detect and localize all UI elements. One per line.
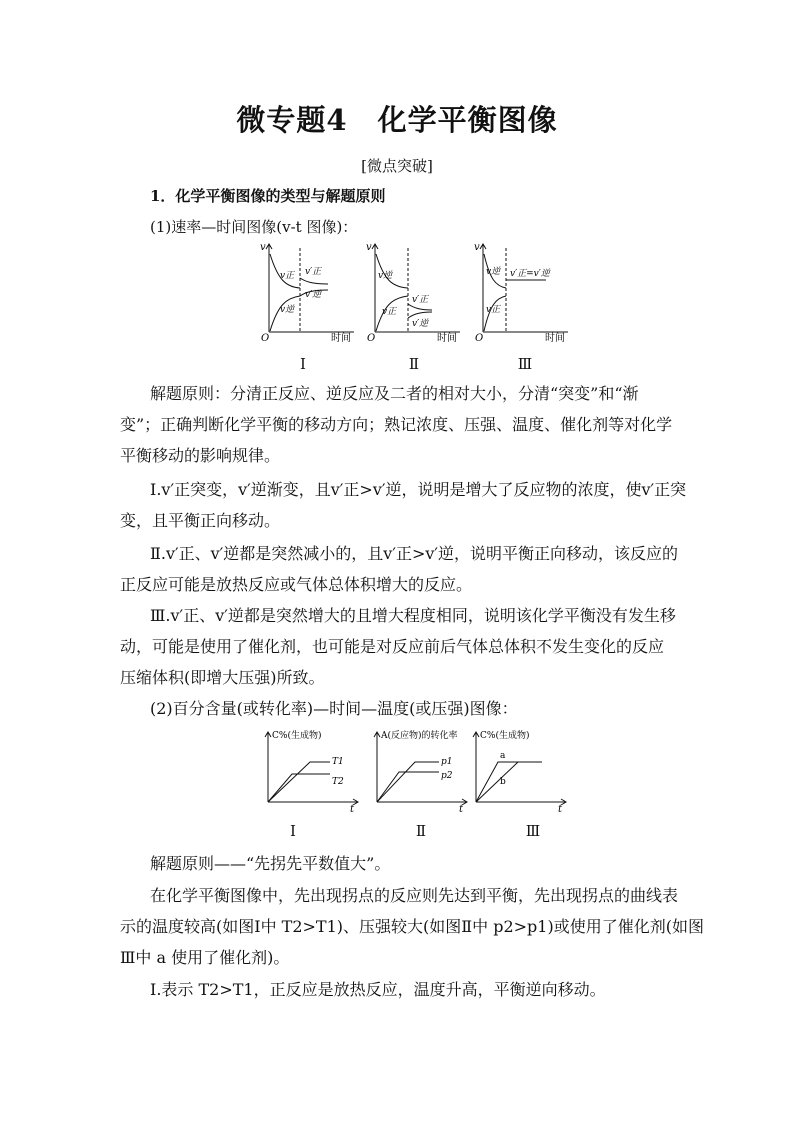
vt1-new-lower-label: v′逆 — [305, 290, 322, 300]
pct-chart-2 — [371, 728, 471, 812]
pct3-a-label: a — [500, 751, 506, 761]
para1-line1: 解题原则：分清正反应、逆反应及二者的相对大小，分清“突变”和“渐 — [150, 384, 639, 403]
pct3-y-axis: C%(生成物) — [480, 731, 530, 741]
vt1-x-axis: 时间 — [331, 333, 351, 344]
vt-label-1: Ⅰ — [300, 355, 306, 373]
pct3-b-label: b — [500, 777, 506, 787]
para4-line3: 压缩体积(即增大压强)所致。 — [120, 668, 325, 687]
vt3-y-axis: v — [474, 242, 480, 253]
vt-chart-2 — [364, 240, 464, 344]
pct2-y-axis: A(反应物)的转化率 — [381, 731, 458, 741]
vt2-new-upper-label: v′正 — [412, 295, 429, 305]
pct3-x-axis: t — [558, 804, 563, 812]
para2-line2: 变，且平衡正向移动。 — [120, 511, 281, 530]
vt1-y-axis: v — [260, 242, 266, 253]
section-tag: [微点突破] — [361, 157, 433, 175]
para6-line3: Ⅲ中 a 使用了催化剂)。 — [120, 948, 290, 967]
pct-label-1: Ⅰ — [290, 822, 296, 840]
vt2-origin: O — [367, 333, 376, 344]
pct2-lower-label: p2 — [441, 771, 453, 781]
pct1-x-axis: t — [350, 804, 355, 812]
vt3-x-axis: 时间 — [545, 333, 565, 344]
pct1-lower-label: T2 — [332, 777, 344, 787]
para2-line1: Ⅰ.v′正突变，v′逆渐变，且v′正>v′逆，说明是增大了反应物的浓度，使v′正突 — [150, 480, 687, 499]
pct-label-2: Ⅱ — [415, 822, 427, 840]
vt-label-2: Ⅱ — [408, 355, 420, 373]
pct2-x-axis: t — [459, 804, 464, 812]
vt-chart-1 — [258, 240, 358, 344]
vt1-origin: O — [261, 333, 270, 344]
section1-heading: 1．化学平衡图像的类型与解题原则 — [150, 187, 386, 205]
para1-line2: 变”；正确判断化学平衡的移动方向；熟记浓度、压强、温度、催化剂等对化学 — [120, 415, 673, 434]
para6-line1: 在化学平衡图像中，先出现拐点的反应则先达到平衡，先出现拐点的曲线表 — [150, 886, 679, 905]
vt1-upper-label: v正 — [280, 271, 295, 281]
vt3-lower-label: v正 — [486, 305, 501, 315]
para5: 解题原则——“先拐先平数值大”。 — [150, 854, 391, 873]
vt2-upper-label: v逆 — [378, 271, 393, 281]
pct-label-3: Ⅲ — [525, 822, 541, 840]
vt3-upper-label: v逆 — [486, 267, 501, 277]
para3-line1: Ⅱ.v′正、v′逆都是突然减小的，且v′正>v′逆，说明平衡正向移动，该反应的 — [150, 544, 679, 563]
vt2-new-lower-label: v′逆 — [412, 319, 429, 329]
vt3-origin: O — [475, 333, 484, 344]
para4-line1: Ⅲ.v′正、v′逆都是突然增大的且增大程度相同，说明该化学平衡没有发生移 — [150, 606, 676, 625]
para1-line3: 平衡移动的影响规律。 — [120, 446, 281, 465]
para6-line2: 示的温度较高(如图Ⅰ中 T2>T1)、压强较大(如图Ⅱ中 p2>p1)或使用了催化剂(如图 — [120, 917, 704, 936]
part1-heading: (1)速率—时间图像(v-t 图像)： — [150, 218, 358, 236]
vt1-lower-label: v逆 — [280, 305, 295, 315]
pct1-y-axis: C%(生成物) — [272, 731, 322, 741]
pct-chart-3 — [470, 728, 570, 812]
pct2-upper-label: p1 — [441, 757, 453, 767]
vt1-new-upper-label: v′正 — [305, 267, 322, 277]
para4-line2: 动，可能是使用了催化剂，也可能是对反应前后气体总体积不发生变化的反应 — [120, 637, 665, 656]
page-title: 微专题4 化学平衡图像 — [236, 103, 558, 137]
vt3-equal-label: v′正=v′逆 — [510, 269, 550, 279]
para7: Ⅰ.表示 T2>T1，正反应是放热反应，温度升高，平衡逆向移动。 — [150, 980, 606, 999]
vt2-y-axis: v — [366, 242, 372, 253]
pct1-upper-label: T1 — [332, 757, 344, 767]
vt2-lower-label: v正 — [382, 307, 397, 317]
vt-label-3: Ⅲ — [517, 355, 533, 373]
vt-chart-3 — [472, 240, 572, 344]
para3-line2: 正反应可能是放热反应或气体总体积增大的反应。 — [120, 575, 473, 594]
vt2-x-axis: 时间 — [437, 333, 457, 344]
part2-heading: (2)百分含量(或转化率)—时间—温度(或压强)图像： — [150, 699, 518, 718]
pct-chart-1 — [262, 728, 362, 812]
